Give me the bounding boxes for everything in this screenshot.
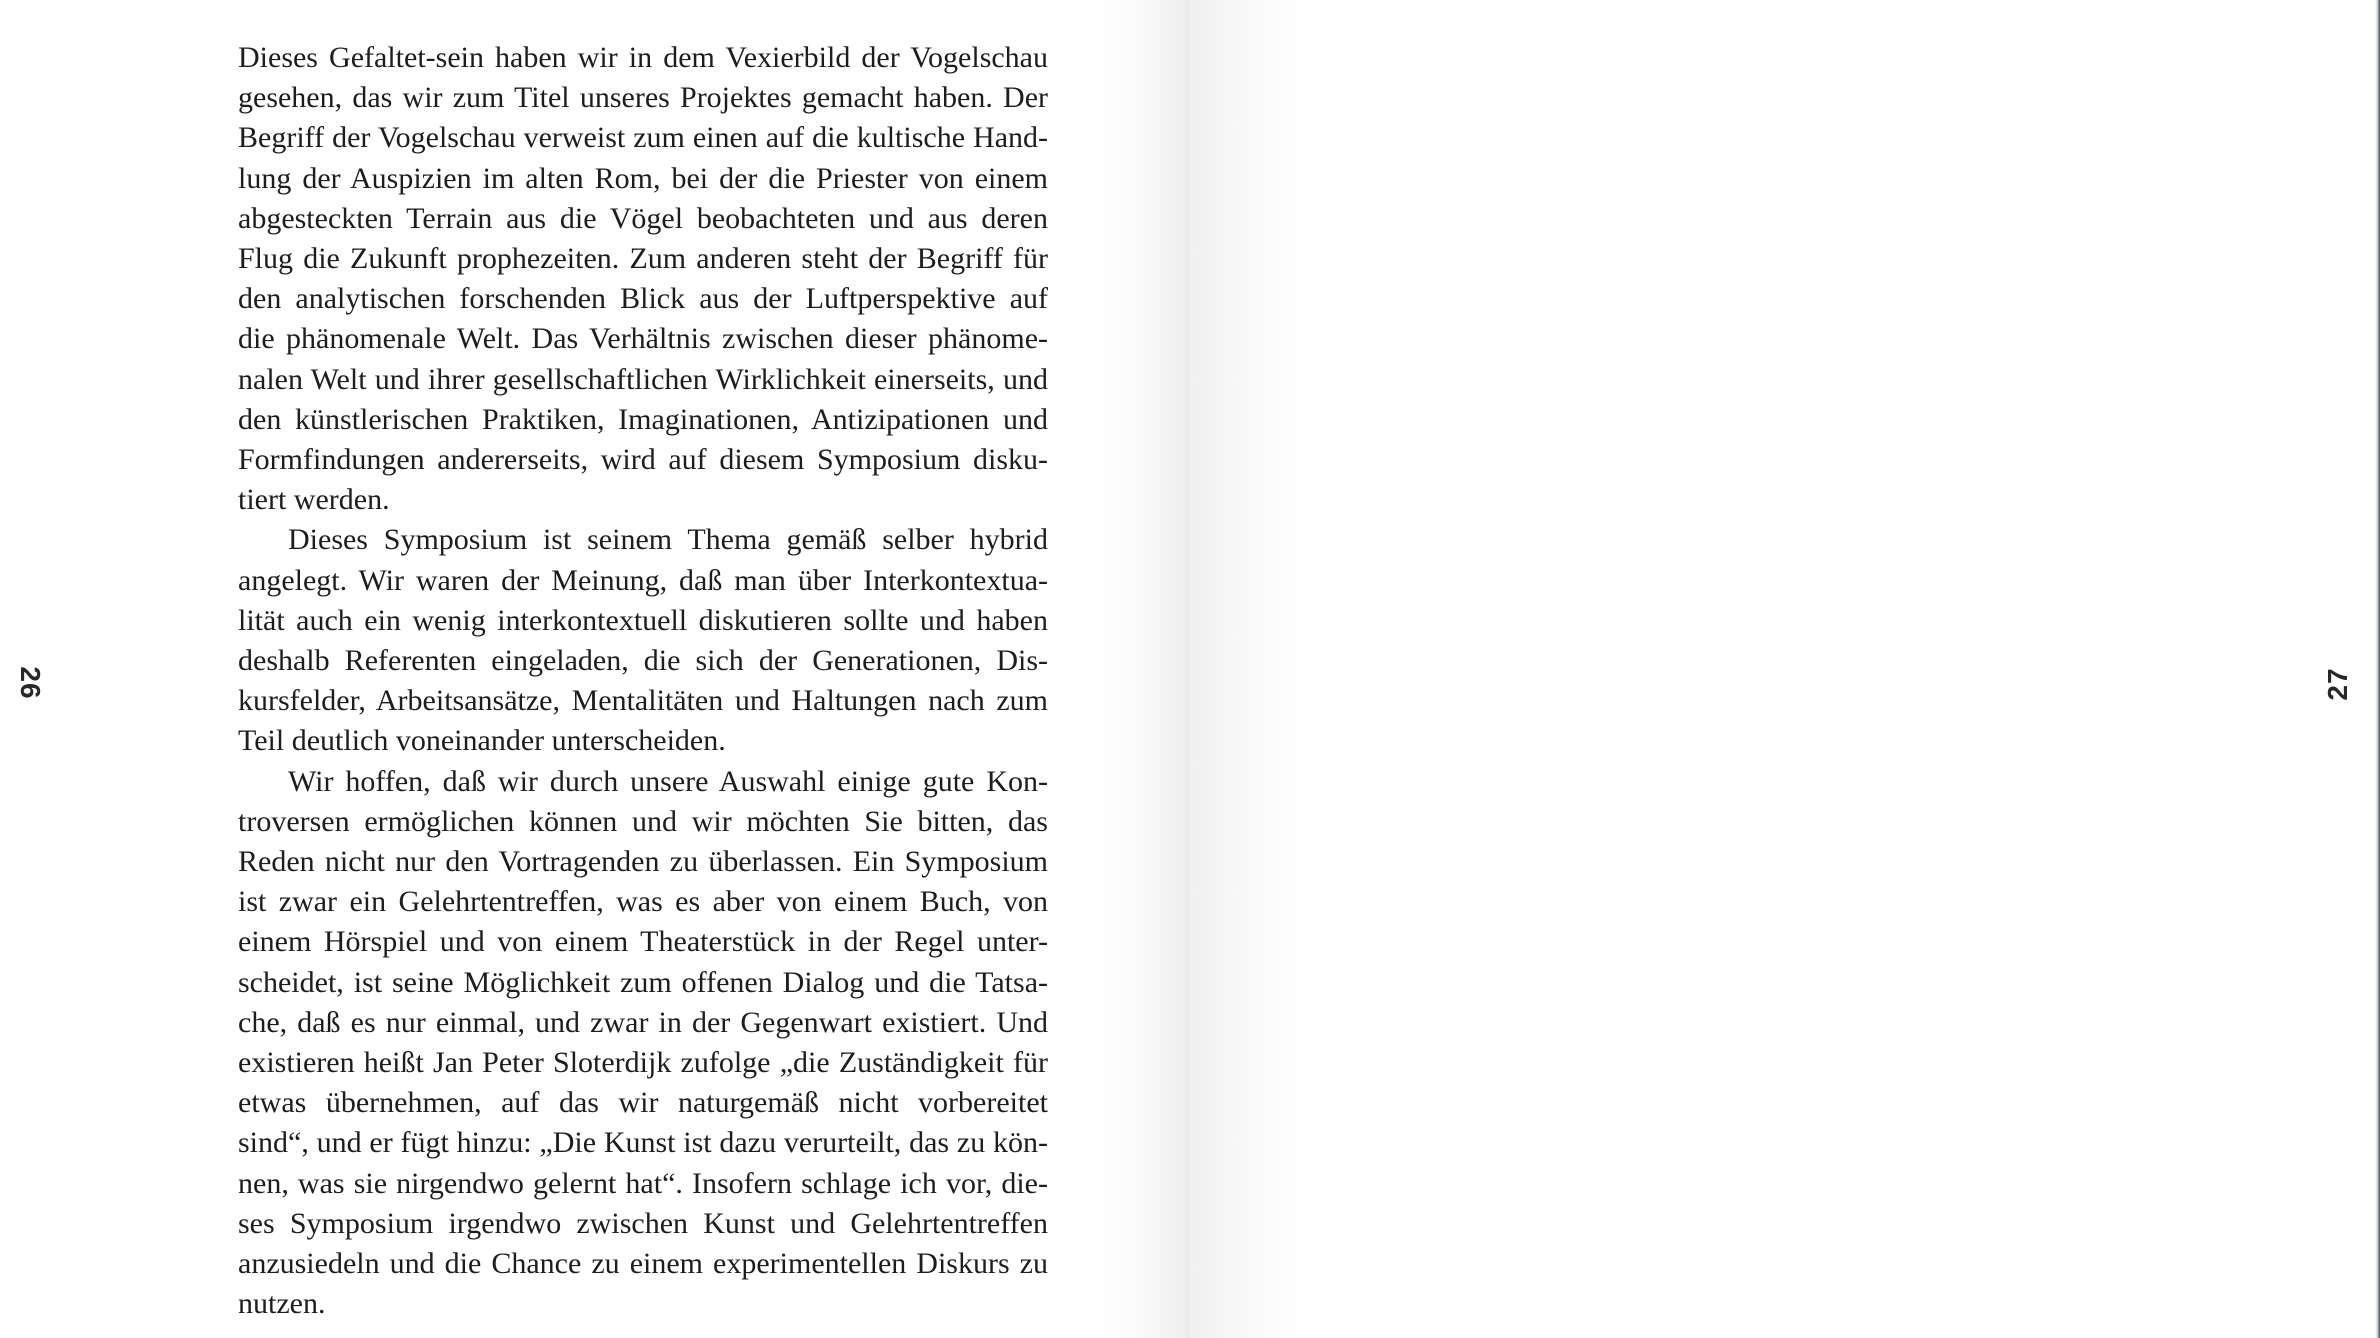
text-line: Formfindungen andererseits, wird auf diesem Symposium disku- [238,443,1048,477]
text-line: Dieses Symposium ist seinem Thema gemäß selber hybrid [288,523,1048,557]
text-line: nalen Welt und ihrer gesellschaftlichen Wirklichkeit einerseits, und [238,362,1048,396]
text-line: existieren heißt Jan Peter Sloterdijk zufolge „die Zuständigkeit für [238,1046,1048,1080]
text-line: angelegt. Wir waren der Meinung, daß man über Interkontextua- [238,563,1048,597]
page-right [1187,0,2380,1338]
text-line: etwas übernehmen, auf das wir naturgemäß nicht vorbereitet [238,1086,1048,1120]
scan-edge [2375,0,2380,1338]
text-line: den künstlerischen Praktiken, Imaginationen, Antizipationen und [238,402,1048,436]
text-line: Begriff der Vogelschau verweist zum einen auf die kultische Hand- [238,121,1048,155]
text-line: anzusiedeln und die Chance zu einem experimentellen Diskurs zu [238,1247,1048,1281]
text-line: Reden nicht nur den Vortragenden zu überlassen. Ein Symposium [238,845,1048,879]
text-line: abgesteckten Terrain aus die Vögel beobachteten und aus deren [238,201,1048,235]
text-line: den analytischen forschenden Blick aus der Luftperspektive auf [238,282,1048,316]
text-line: che, daß es nur einmal, und zwar in der Gegenwart existiert. Und [238,1005,1048,1039]
text-line: nutzen. [238,1287,326,1321]
text-line: lität auch ein wenig interkontextuell diskutieren sollte und haben [238,603,1048,637]
paragraph [238,38,1048,520]
text-line: ist zwar ein Gelehrtentreffen, was es aber von einem Buch, von [238,885,1048,919]
paragraph [238,762,1048,1325]
text-line: tiert werden. [238,483,390,517]
text-line: ses Symposium irgendwo zwischen Kunst und Gelehrtentreffen [238,1206,1048,1240]
text-line: lung der Auspizien im alten Rom, bei der die Priester von einem [238,161,1048,195]
text-line: nen, was sie nirgendwo gelernt hat“. Insofern schlage ich vor, die- [238,1166,1048,1200]
text-line: deshalb Referenten eingeladen, die sich der Generationen, Dis- [238,644,1048,678]
text-line: Flug die Zukunft prophezeiten. Zum anderen steht der Begriff für [238,242,1048,276]
paragraph [238,520,1048,761]
text-line: die phänomenale Welt. Das Verhältnis zwischen dieser phänome- [238,322,1048,356]
text-line: einem Hörspiel und von einem Theaterstück in der Regel unter- [238,925,1048,959]
text-line: sind“, und er fügt hinzu: „Die Kunst ist dazu verurteilt, das zu kön- [238,1126,1048,1160]
text-line: gesehen, das wir zum Titel unseres Projektes gemacht haben. Der [238,81,1048,115]
text-line: Wir hoffen, daß wir durch unsere Auswahl einige gute Kon- [288,764,1048,798]
page-left [0,0,1187,1338]
page-number-right: 27 [2322,667,2353,701]
text-line: scheidet, ist seine Möglichkeit zum offenen Dialog und die Tatsa- [238,965,1048,999]
text-line: Teil deutlich voneinander unterscheiden. [238,724,726,758]
body-text-block [238,38,1048,1325]
text-line: troversen ermöglichen können und wir möchten Sie bitten, das [238,804,1048,838]
text-line: Dieses Gefaltet-sein haben wir in dem Vexierbild der Vogelschau [238,41,1048,74]
page-number-left: 26 [15,666,46,700]
text-line: kursfelder, Arbeitsansätze, Mentalitäten und Haltungen nach zum [238,684,1048,718]
